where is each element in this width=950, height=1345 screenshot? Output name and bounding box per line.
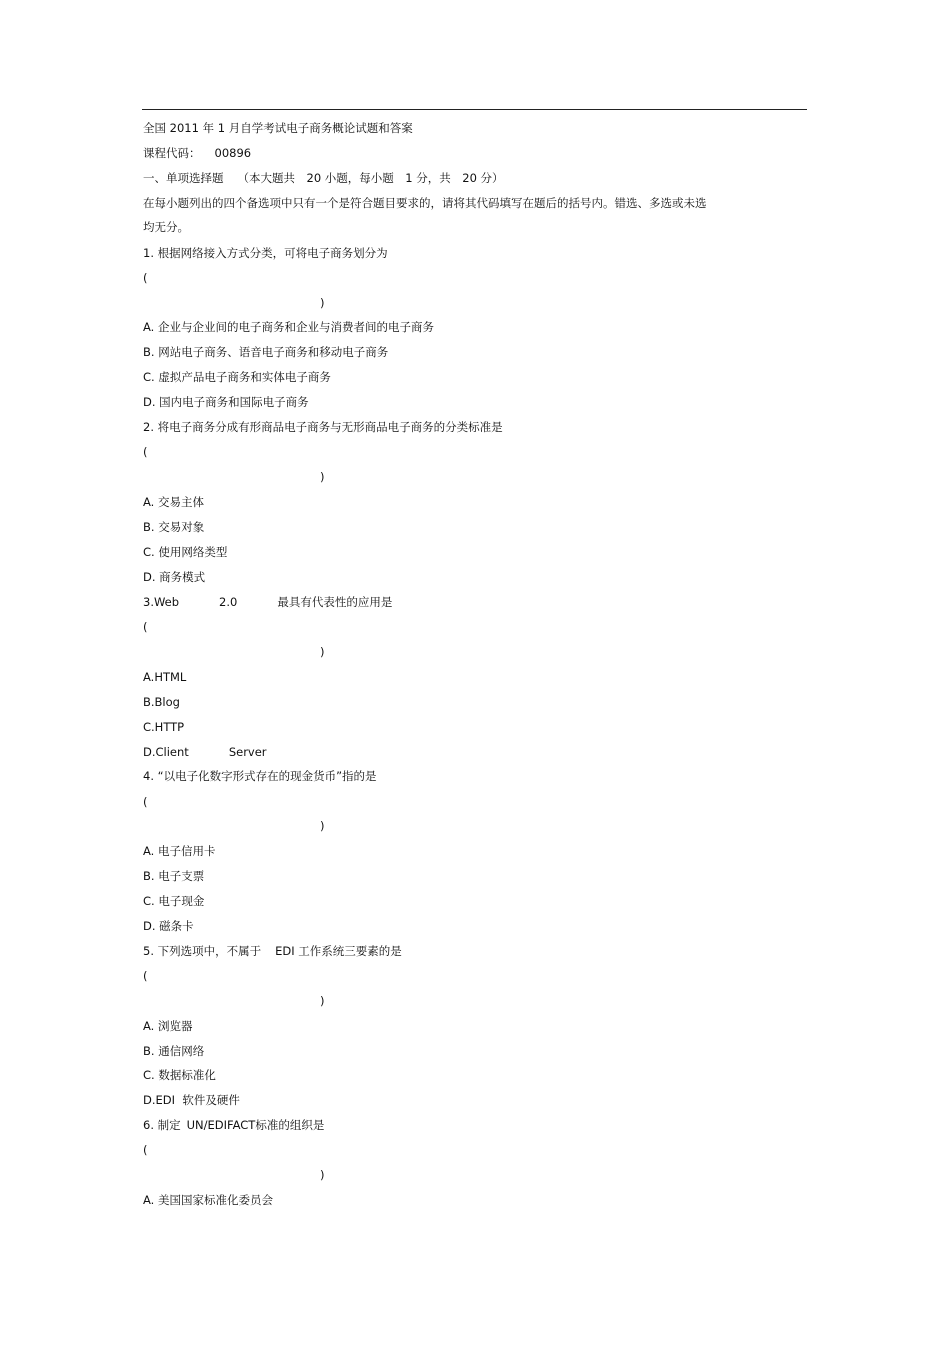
question-6-option-a: A. 美国国家标准化委员会: [143, 1193, 273, 1207]
instruction-line-1: 在每小题列出的四个备选项中只有一个是符合题目要求的，请将其代码填写在题后的括号内。错选、多选或未选: [143, 196, 707, 210]
question-5-stem: [143, 943, 402, 959]
question-3-stem-part-3: 最具有代表性的应用是: [277, 595, 393, 609]
question-1-paren-open: (: [143, 271, 148, 285]
course-code: 00896: [214, 146, 252, 160]
question-5-paren-open: (: [143, 969, 148, 983]
question-1-option-b: B. 网站电子商务、语音电子商务和移动电子商务: [143, 345, 389, 359]
question-5-option-a: A. 浏览器: [143, 1019, 193, 1033]
question-3-stem-part-2: 2.0: [219, 595, 238, 609]
question-4-paren-open: (: [143, 795, 148, 809]
course-code-label: 课程代码：: [143, 146, 201, 160]
question-2-option-b: B. 交易对象: [143, 520, 205, 534]
section-heading: [143, 170, 504, 186]
question-3-option-b: B.Blog: [143, 695, 180, 709]
question-2-option-c: C. 使用网络类型: [143, 545, 228, 559]
question-4-option-a: A. 电子信用卡: [143, 844, 216, 858]
question-5-option-d: D.EDI 软件及硬件: [143, 1093, 240, 1107]
question-5-option-b: B. 通信网络: [143, 1044, 205, 1058]
section-scope: （本大题共 20 小题，每小题 1 分，共 20 分）: [237, 171, 504, 185]
question-1-stem: 1. 根据网络接入方式分类，可将电子商务划分为: [143, 246, 388, 260]
question-3-option-d: [143, 744, 267, 760]
question-5-paren-close: ): [320, 994, 325, 1008]
top-rule: [142, 109, 807, 110]
question-2-stem: 2. 将电子商务分成有形商品电子商务与无形商品电子商务的分类标准是: [143, 420, 503, 434]
question-2-paren-open: (: [143, 445, 148, 459]
question-6-paren-open: (: [143, 1143, 148, 1157]
question-3-paren-close: ): [320, 645, 325, 659]
question-5-stem-part-1: 5. 下列选项中，不属于: [143, 944, 262, 958]
course-code-line: [143, 145, 251, 161]
question-6-paren-close: ): [320, 1168, 325, 1182]
question-3-stem: [143, 594, 392, 610]
question-4-option-d: D. 磁条卡: [143, 919, 194, 933]
question-2-paren-close: ): [320, 470, 325, 484]
question-5-option-c: C. 数据标准化: [143, 1068, 216, 1082]
question-3-option-d-part-1: D.Client: [143, 745, 189, 759]
question-5-stem-part-2: EDI 工作系统三要素的是: [275, 944, 402, 958]
question-4-option-b: B. 电子支票: [143, 869, 205, 883]
question-6-stem: [143, 1117, 324, 1133]
question-3-option-c: C.HTTP: [143, 720, 185, 734]
instruction-line-2: 均无分。: [143, 220, 189, 234]
question-1-option-c: C. 虚拟产品电子商务和实体电子商务: [143, 370, 331, 384]
question-2-option-d: D. 商务模式: [143, 570, 206, 584]
question-6-stem-part-1: 6. 制定: [143, 1118, 181, 1132]
question-4-stem: 4. “以电子化数字形式存在的现金货币”指的是: [143, 769, 377, 783]
question-2-option-a: A. 交易主体: [143, 495, 204, 509]
question-1-option-d: D. 国内电子商务和国际电子商务: [143, 395, 309, 409]
question-4-option-c: C. 电子现金: [143, 894, 205, 908]
question-1-option-a: A. 企业与企业间的电子商务和企业与消费者间的电子商务: [143, 320, 434, 334]
question-3-stem-part-1: 3.Web: [143, 595, 180, 609]
question-6-stem-part-2: UN/EDIFACT标准的组织是: [186, 1118, 325, 1132]
question-3-option-a: A.HTML: [143, 670, 187, 684]
question-4-paren-close: ): [320, 819, 325, 833]
question-3-option-d-part-2: Server: [228, 745, 267, 759]
section-title: 一、单项选择题: [143, 171, 224, 185]
question-1-paren-close: ): [320, 296, 325, 310]
exam-title: 全国 2011 年 1 月自学考试电子商务概论试题和答案: [143, 121, 413, 135]
question-3-paren-open: (: [143, 620, 148, 634]
